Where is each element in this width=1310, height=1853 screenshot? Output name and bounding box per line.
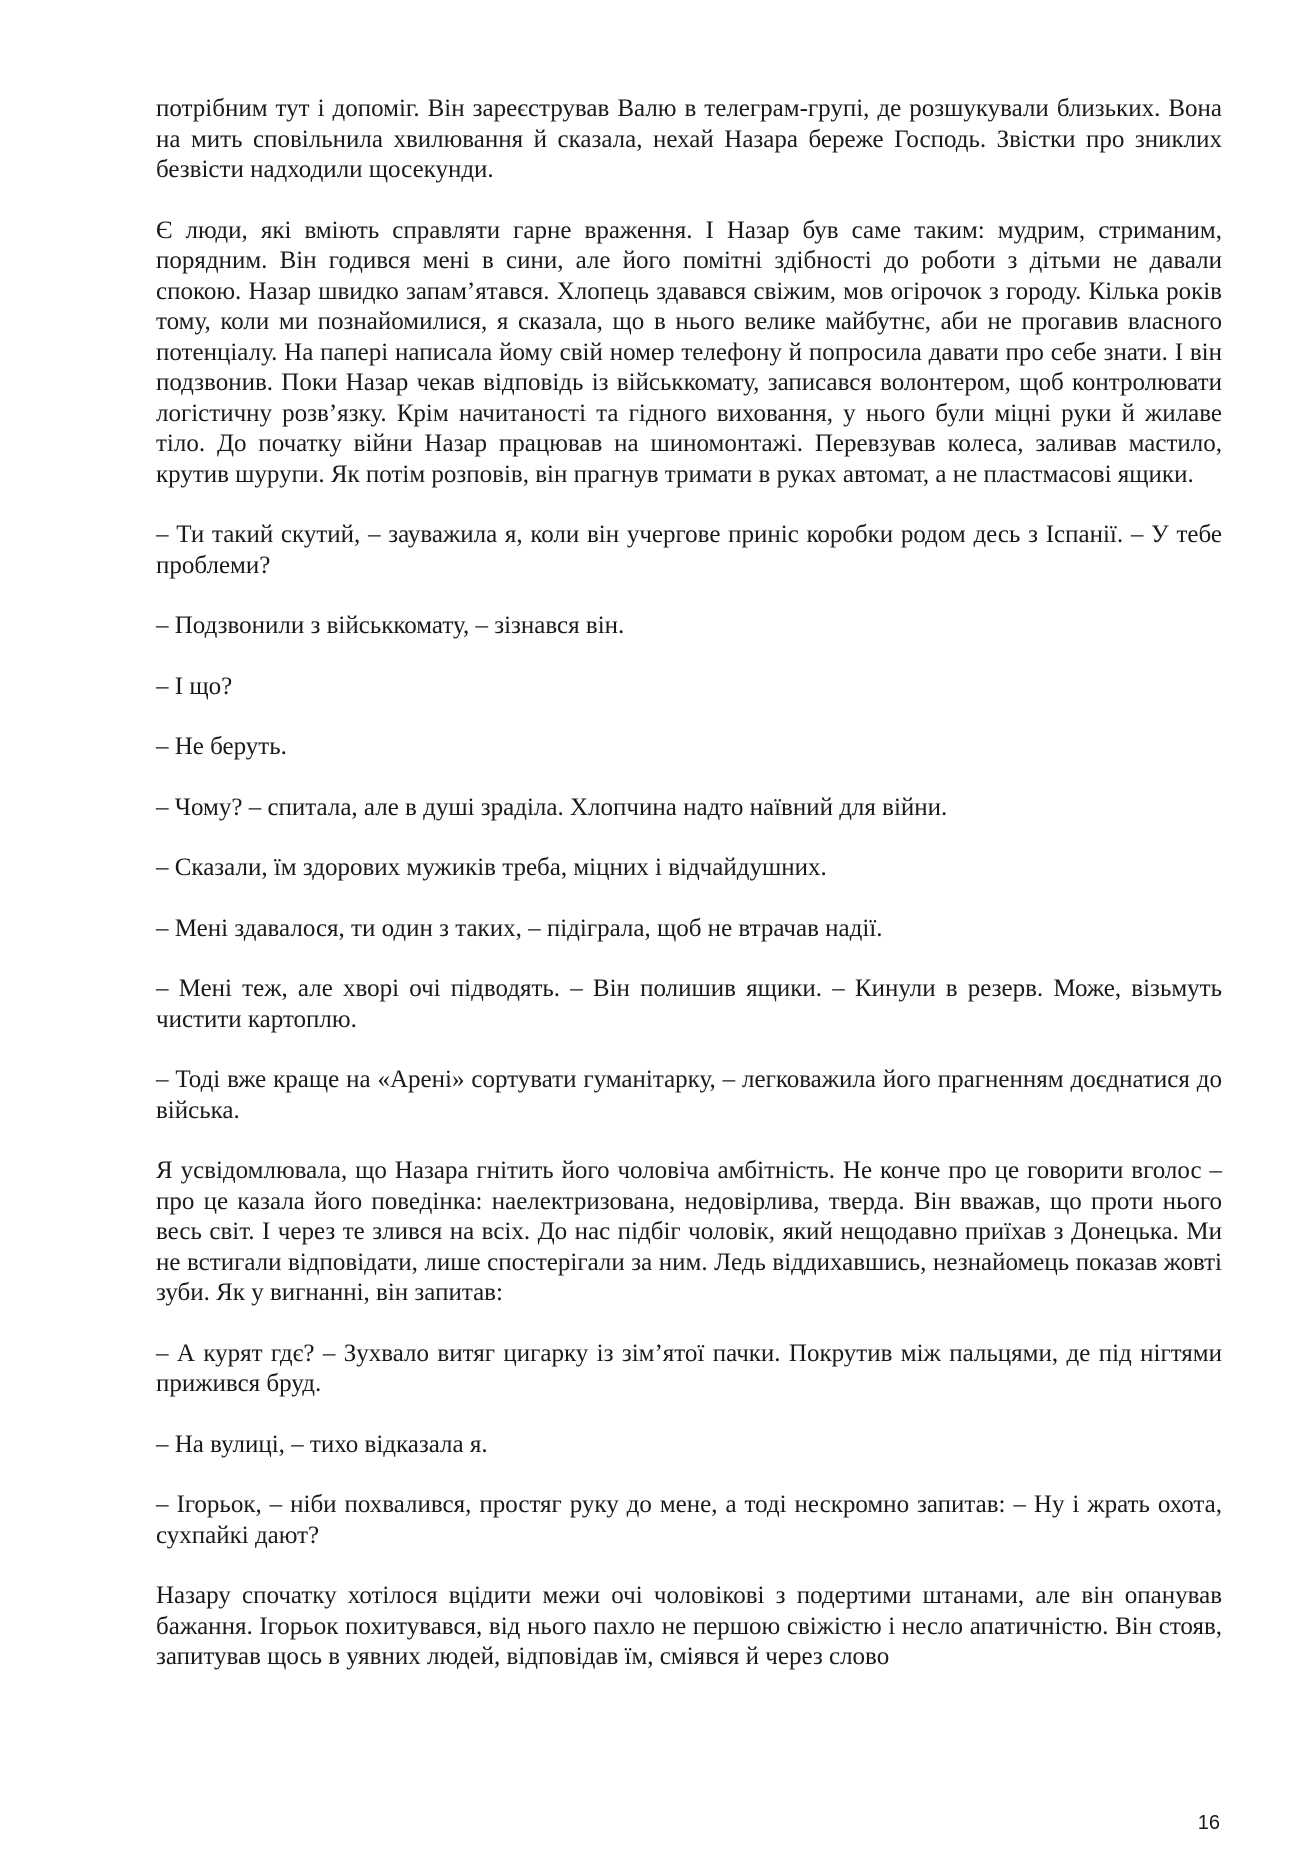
body-text <box>156 94 1222 1703</box>
dialogue-line: – А курят гдє? – Зухвало витяг цигарку із зім’ятої пачки. Покрутив між пальцями, де під нігтями прижився бруд. <box>156 1339 1222 1397</box>
dialogue-line: – Мені теж, але хворі очі підводять. – Він полишив ящики. – Кинули в резерв. Може, візьмуть чистити картоплю. <box>156 975 1222 1033</box>
paragraph: Назару спочатку хотілося вцідити межи очі чоловікові з подертими штанами, але він опанував бажання. Ігорьок похитувався, від нього пахло не першою свіжістю і несло апатичністю. Він стояв, запитував щось в уявних людей, відповідав їм, сміявся й через слово <box>156 1582 1222 1670</box>
dialogue-line: – Подзвонили з військкомату, – зізнався він. <box>156 612 625 639</box>
paragraph: Я усвідомлювала, що Назара гнітить його чоловіча амбітність. Не конче про це говорити вголос – про це казала його поведінка: наелектризована, недовірлива, тверда. Він вважав, що проти нього весь світ. І через те злився на всіх. До нас підбіг чоловік, який нещодавно приїхав з Донецька. Ми не встигали відповідати, лише спостерігали за ним. Ледь віддихавшись, незнайомець показав жовті зуби. Як у вигнанні, він запитав: <box>156 1157 1222 1306</box>
dialogue-line: – Ти такий скутий, – зауважила я, коли він учергове приніс коробки родом десь з Іспанії. – У тебе проблеми? <box>156 521 1222 579</box>
dialogue-line: – Ігорьок, – ніби похвалився, простяг руку до мене, а тоді нескромно запитав: – Ну і жрать охота, сухпайкі дают? <box>156 1491 1222 1549</box>
dialogue-line: – На вулиці, – тихо відказала я. <box>156 1430 488 1458</box>
dialogue-line: – Не беруть. <box>156 733 287 760</box>
dialogue-line: – Тоді вже краще на «Арені» сортувати гуманітарку, – легковажила його прагненням доєднатися до війська. <box>156 1066 1222 1124</box>
paragraph: Є люди, які вміють справляти гарне враження. І Назар був саме таким: мудрим, стриманим, порядним. Він годився мені в сини, але його помітні здібності до роботи з дітьми не давали спокою. Назар швидко запам’ятався. Хлопець здавався свіжим, мов огірочок з городу. Кілька років тому, коли ми познайомилися, я сказала, що в нього велике майбутнє, аби не прогавив власного потенціалу. На папері написала йому свій номер телефону й попросила давати про себе знати. І він подзвонив. Поки Назар чекав відповідь із військкомату, записався волонтером, щоб контролювати логістичну розв’язку. Крім начитаності та гідного виховання, у нього були міцні руки й жилаве тіло. До початку війни Назар працював на шиномонтажі. Перевзував колеса, заливав мастило, крутив шурупи. Як потім розповів, він прагнув тримати в руках автомат, а не пластмасові ящики. <box>156 216 1222 488</box>
dialogue-line: – Мені здавалося, ти один з таких, – підіграла, щоб не втрачав надії. <box>156 914 883 942</box>
dialogue-line: – І що? <box>156 672 233 700</box>
dialogue-line: – Чому? – спитала, але в душі зраділа. Хлопчина надто наївний для війни. <box>156 793 948 821</box>
dialogue-line: – Сказали, їм здорових мужиків треба, міцних і відчайдушних. <box>156 854 827 881</box>
paragraph: потрібним тут і допоміг. Він зареєстрував Валю в телеграм-групі, де розшукували близьких. Вона на мить сповільнила хвилювання й сказала, нехай Назара береже Господь. Звістки про зниклих безвісти надходили щосекунди. <box>156 95 1222 183</box>
page-number: 16 <box>1197 1812 1220 1834</box>
